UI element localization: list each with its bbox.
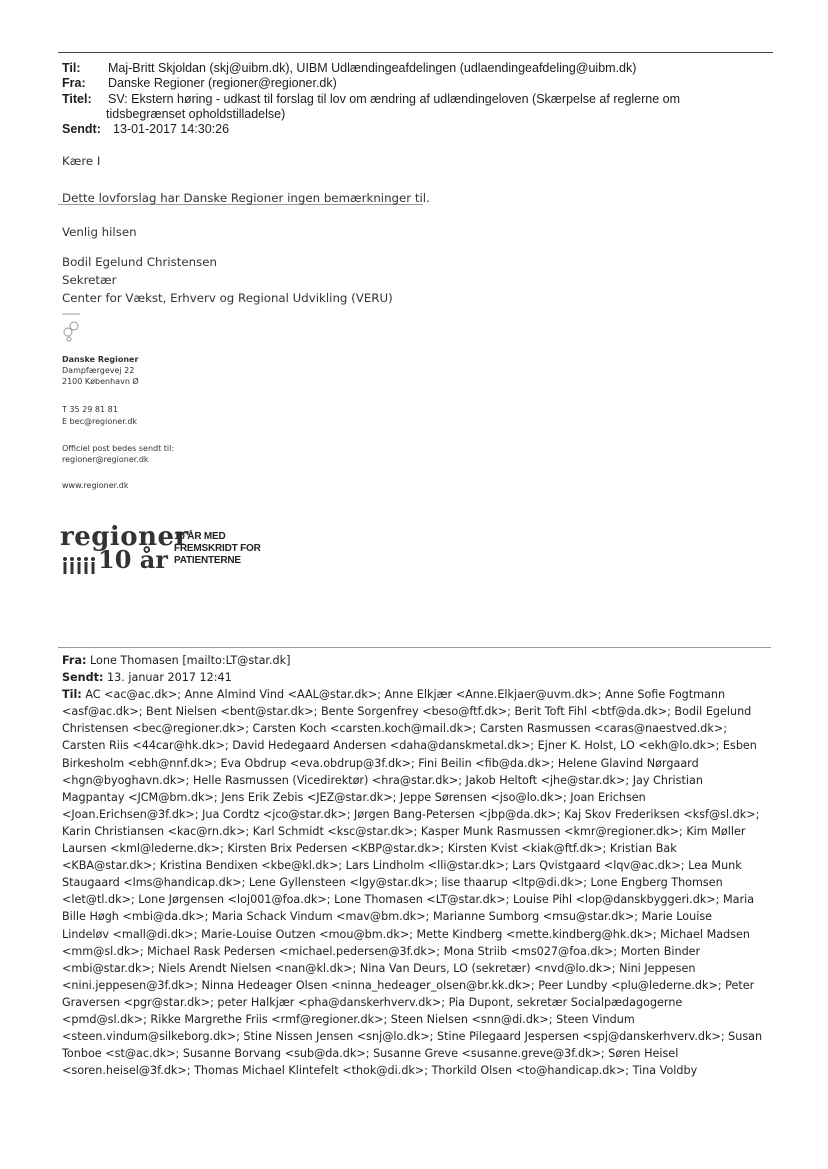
signature-email: E bec@regioner.dk — [62, 417, 138, 426]
fwd-to-line: Karin Christiansen <kac@rn.dk>; Karl Schmidt <ksc@star.dk>; Kasper Munk Rasmussen <kmr@regioner.dk>; Kim Møller — [62, 824, 746, 838]
forwarded-header — [62, 652, 762, 1079]
fwd-to-line: Bille Høgh <mbi@da.dk>; Maria Schack Vindum <mav@bm.dk>; Marianne Sumborg <msu@star.dk>; Marie Louise — [62, 910, 713, 924]
fwd-sent-row: Sendt: 13. januar 2017 12:41 — [62, 671, 232, 685]
fwd-to-line: <Joan.Erichsen@3f.dk>; Jua Cordtz <jco@star.dk>; Jørgen Bang-Petersen <jbp@da.dk>; Kaj Skov Frederiksen <ksf@sl.dk>; — [62, 807, 760, 821]
signature-org: Danske Regioner — [62, 355, 139, 364]
tagline-line-2: FREMSKRIDT FOR — [174, 543, 261, 554]
signature-official-2: regioner@regioner.dk — [62, 455, 149, 464]
fwd-to-line: <KBA@star.dk>; Kristina Bendixen <kbe@kl.dk>; Lars Lindholm <lli@star.dk>; Lars Qvistgaard <lqv@ac.dk>; Lea Munk — [62, 859, 742, 873]
forward-separator — [58, 647, 771, 648]
to-value: Maj-Britt Skjoldan (skj@uibm.dk), UIBM Udlændingeafdelingen (udlaendingeafdeling@uibm.dk) — [108, 61, 637, 75]
fwd-to-line: Carsten Riis <44car@hk.dk>; David Hedegaard Andersen <daha@danskmetal.dk>; Ejner K. Holst, LO <ekh@lo.dk>; Esben — [62, 739, 757, 753]
to-label: Til: — [62, 61, 81, 75]
fwd-to-line: <asf@ac.dk>; Bent Nielsen <bent@star.dk>; Bente Sorgenfrey <beso@ftf.dk>; Berit Toft Fihl <btf@da.dk>; Bodil Egelund — [62, 705, 752, 719]
from-row — [62, 76, 762, 91]
fwd-to-line: Tonboe <st@ac.dk>; Susanne Borvang <sub@da.dk>; Susanne Greve <susanne.greve@3f.dk>; Søren Heisel — [62, 1047, 679, 1061]
signature-official-1: Officiel post bedes sendt til: — [62, 444, 175, 453]
fwd-to-line: Graversen <pgr@star.dk>; peter Halkjær <pha@danskerhverv.dk>; Pia Dupont, sekretær Socialpædagogerne — [62, 995, 683, 1009]
fwd-to-line: <mbi@star.dk>; Niels Arendt Nielsen <nan@kl.dk>; Nina Van Deurs, LO (sekretær) <nvd@lo.dk>; Nini Jeppesen — [62, 961, 696, 975]
signature-phone: T 35 29 81 81 — [62, 405, 118, 414]
regioner-logo-years: 10 år — [98, 545, 168, 574]
fwd-to-line: <pmd@sl.dk>; Rikke Margrethe Friis <rmf@regioner.dk>; Steen Nielsen <snn@di.dk>; Steen Vindum — [62, 1012, 635, 1026]
fwd-from-row: Fra: Lone Thomasen [mailto:LT@star.dk] — [62, 654, 291, 667]
fwd-to-line: <nini.jeppesen@3f.dk>; Ninna Hedeager Olsen <ninna_hedeager_olsen@br.kk.dk>; Peer Lundby <plu@lederne.dk>; Peter — [62, 978, 755, 992]
fwd-to-line: <steen.vindum@silkeborg.dk>; Stine Nissen Jensen <snj@lo.dk>; Stine Pilegaard Jespersen <spj@danskerhverv.dk>; Susan — [62, 1030, 763, 1044]
title-row — [62, 92, 762, 122]
fwd-to-line: <hgn@byoghavn.dk>; Helle Rasmussen (Vicedirektør) <hra@star.dk>; Jakob Heltoft <jhe@star.dk>; Jay Christian — [62, 773, 703, 787]
header-top-rule — [58, 52, 773, 53]
fwd-to-line: Staugaard <lms@handicap.dk>; Lene Gyllensteen <lgy@star.dk>; lise thaarup <ltp@di.dk>; Lone Engberg Thomsen — [62, 876, 723, 890]
signature-street: Dampfærgevej 22 — [62, 366, 135, 375]
fwd-to-line: Lindeløv <mall@di.dk>; Marie-Louise Outzen <mou@bm.dk>; Mette Kindberg <mette.kindberg@hk.dk>; Michael Madsen — [62, 927, 750, 941]
fwd-to-line: Magpantay <JCM@bm.dk>; Jens Erik Zebis <JEZ@star.dk>; Jeppe Sørensen <jso@lo.dk>; Joan Erichsen — [62, 790, 646, 804]
title-line-1: SV: Ekstern høring - udkast til forslag til lov om ændring af udlændingeloven (Skærpelse af reglerne om — [108, 92, 681, 106]
sent-label: Sendt: — [62, 122, 101, 136]
people-icon — [62, 556, 98, 576]
sender-department: Center for Vækst, Erhverv og Regional Udvikling (VERU) — [62, 291, 393, 305]
signature-web: www.regioner.dk — [62, 481, 129, 490]
fwd-to-line: <mm@sl.dk>; Michael Rask Pedersen <michael.pedersen@3f.dk>; Mona Striib <ms027@foa.dk>; Morten Binder — [62, 944, 701, 958]
from-value: Danske Regioner (regioner@regioner.dk) — [108, 76, 337, 90]
signature-city: 2100 København Ø — [62, 377, 139, 386]
fwd-to-line: Birkesholm <ebh@nnf.dk>; Eva Obdrup <eva.obdrup@3f.dk>; Fini Beilin <fib@da.dk>; Helene Glavind Nørgaard — [62, 756, 699, 770]
tagline-line-1: 10 ÅR MED — [174, 531, 226, 542]
banner-tagline — [174, 531, 261, 567]
fwd-to-line: Laursen <kml@lederne.dk>; Kirsten Brix Pedersen <KBP@star.dk>; Kirsten Kvist <kiak@ftf.dk>; Kristian Bak — [62, 842, 677, 856]
small-logo-icon — [60, 312, 84, 342]
sent-row — [62, 122, 762, 137]
closing: Venlig hilsen — [62, 225, 137, 239]
fwd-to-line: Christensen <bec@regioner.dk>; Carsten Koch <carsten.koch@mail.dk>; Carsten Rasmussen <caras@naestved.dk>; — [62, 722, 728, 736]
fwd-to-line: <let@tl.dk>; Lone Jørgensen <loj001@foa.dk>; Lone Thomasen <LT@star.dk>; Louise Pihl <lop@danskbyggeri.dk>; Maria — [62, 893, 755, 907]
regioner-logo-word: regioner — [60, 522, 189, 552]
sender-name: Bodil Egelund Christensen — [62, 255, 218, 269]
to-row — [62, 61, 762, 76]
sender-role: Sekretær — [62, 273, 117, 287]
title-line-2: tidsbegrænset opholdstilladelse) — [106, 107, 286, 121]
from-label: Fra: — [62, 76, 86, 90]
message-body: Dette lovforslag har Danske Regioner ingen bemærkninger til. — [62, 191, 430, 205]
sent-value: 13-01-2017 14:30:26 — [113, 122, 230, 136]
tagline-line-3: PATIENTERNE — [174, 555, 241, 566]
greeting: Kære I — [62, 154, 101, 168]
title-label: Titel: — [62, 92, 92, 106]
fwd-to-line: <soren.heisel@3f.dk>; Thomas Michael Klintefelt <thok@di.dk>; Thorkild Olsen <to@handicap.dk>; Tina Voldby — [62, 1064, 698, 1078]
fwd-to-row: Til: AC <ac@ac.dk>; Anne Almind Vind <AAL@star.dk>; Anne Elkjær <Anne.Elkjaer@uvm.dk>; Anne Sofie Fogtmann — [62, 688, 726, 702]
